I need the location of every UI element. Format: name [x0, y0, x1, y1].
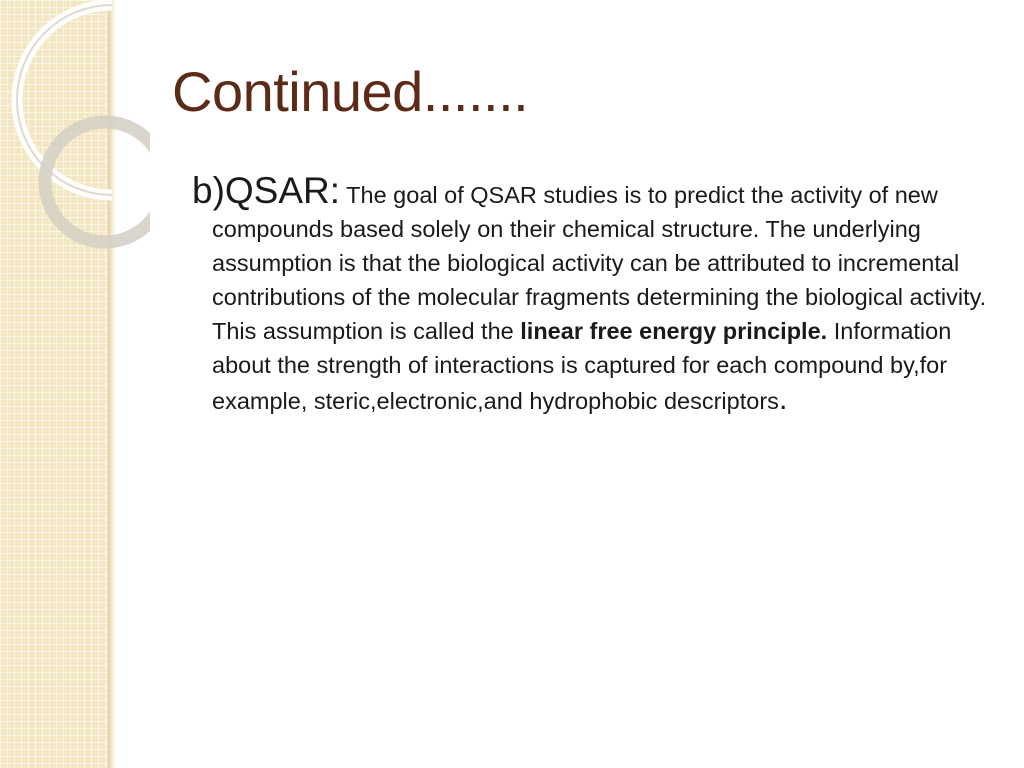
- slide-title: Continued.......: [172, 60, 529, 123]
- bold-term: linear free energy principle.: [520, 318, 828, 344]
- paragraph-text-part-2: Information about the strength of interactions is captured for each compound by,for example, steric,electronic,and hydrophobic descriptors: [212, 318, 952, 414]
- large-ring-arc: [17, 5, 112, 195]
- large-ring-arc-shadow: [17, 5, 112, 195]
- paragraph-text-part-1: The goal of QSAR studies is to predict the activity of new compounds based solely on their chemical structure. The underlying assumption is that the biological activity can be attributed to incremental contributions of the molecular fragments determining the biological activity. This assumption is called the: [212, 182, 987, 344]
- end-punctuation: .: [778, 381, 788, 416]
- qsar-bullet-paragraph: [192, 170, 1002, 418]
- decorative-rings: [0, 0, 150, 260]
- bullet-lead: b)QSAR:: [192, 170, 341, 211]
